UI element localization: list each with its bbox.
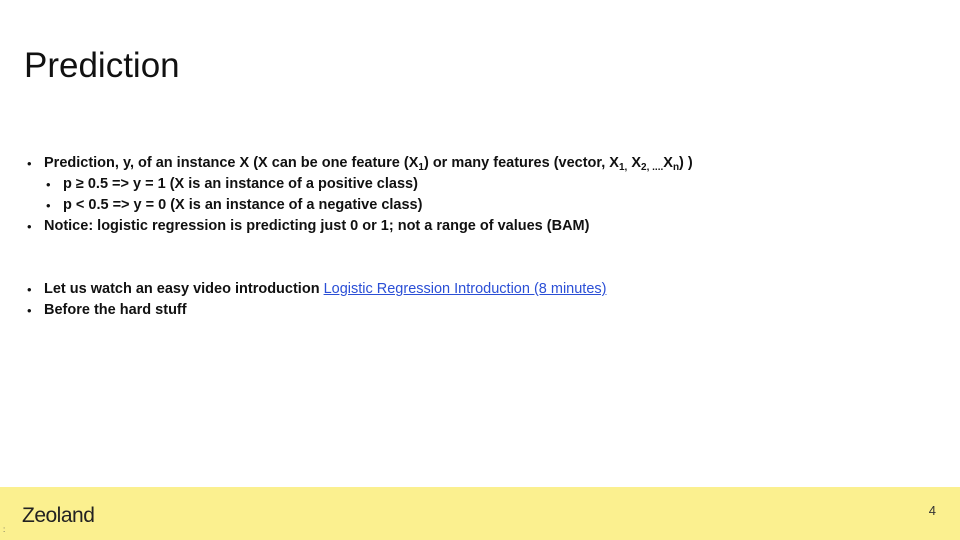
bullet-text: p ≥ 0.5 => y = 1 (X is an instance of a positive class) bbox=[63, 176, 418, 192]
bullet-dot: • bbox=[46, 177, 51, 192]
bullet-text: Let us watch an easy video introduction bbox=[44, 281, 324, 297]
bullet-text: X bbox=[663, 155, 673, 171]
bullet-dot: • bbox=[27, 156, 32, 171]
bullet-dot: • bbox=[27, 219, 32, 234]
bullet-text: Notice: logistic regression is predicting just 0 or 1; not a range of values (BAM) bbox=[44, 218, 590, 234]
bullet-item-hard-stuff bbox=[20, 300, 920, 321]
footer-bar bbox=[0, 487, 960, 540]
bullet-item-video bbox=[20, 279, 920, 300]
subscript: 1 bbox=[418, 162, 424, 173]
sub-bullet-positive bbox=[20, 174, 920, 195]
bullet-item-prediction bbox=[20, 153, 920, 174]
subscript: 2, .... bbox=[641, 162, 664, 173]
bullet-dot: • bbox=[27, 303, 32, 318]
page-number: 4 bbox=[928, 503, 936, 518]
corner-mark: : bbox=[3, 525, 6, 534]
bullet-text: p < 0.5 => y = 0 (X is an instance of a negative class) bbox=[63, 197, 423, 213]
slide-title: Prediction bbox=[24, 46, 180, 85]
bullet-list bbox=[20, 153, 920, 321]
bullet-dot: • bbox=[46, 198, 51, 213]
bullet-dot: • bbox=[27, 282, 32, 297]
bullet-item-notice bbox=[20, 216, 920, 237]
spacer bbox=[20, 237, 920, 279]
subscript: n bbox=[672, 162, 680, 173]
sub-bullet-negative bbox=[20, 195, 920, 216]
subscript: 1, bbox=[618, 162, 628, 173]
bullet-text: Before the hard stuff bbox=[44, 302, 187, 318]
bullet-text: Prediction, y, of an instance X (X can be one feature (X bbox=[44, 155, 419, 171]
zeoland-logo: Zeoland bbox=[22, 504, 95, 527]
bullet-text: ) ) bbox=[679, 155, 693, 171]
video-link[interactable]: Logistic Regression Introduction (8 minutes) bbox=[323, 281, 607, 297]
bullet-text: ) or many features (vector, X bbox=[423, 155, 619, 171]
bullet-text: X bbox=[627, 155, 642, 171]
